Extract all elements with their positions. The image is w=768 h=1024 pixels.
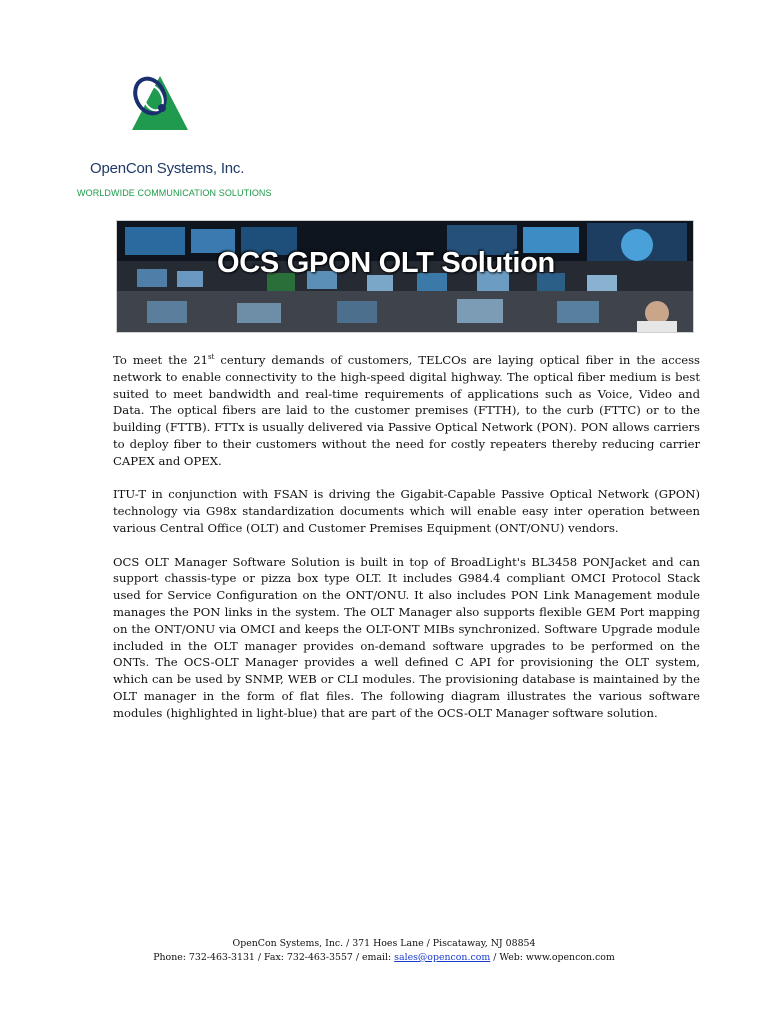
company-tagline: WORLDWIDE COMMUNICATION SOLUTIONS <box>77 188 272 198</box>
paragraph-itu: ITU-T in conjunction with FSAN is driving the Gigabit-Capable Passive Optical Network (GPON) technology via G98x standardization documents which will enable easy inter operation between various Central Office (OLT) and Customer Premises Equipment (ONT/ONU) vendors. <box>113 487 700 535</box>
banner-title: OCS GPON OLT Solution <box>217 247 555 279</box>
footer-address: OpenCon Systems, Inc. / 371 Hoes Lane / Piscataway, NJ 08854 <box>232 938 536 949</box>
email-link[interactable]: sales@opencon.com <box>394 952 491 963</box>
paragraph-olt-manager: OCS OLT Manager Software Solution is built in top of BroadLight's BL3458 PONJacket and can support chassis-type or pizza box type OLT. It includes G984.4 compliant OMCI Protocol Stack used for Service Configuration on the ONT/ONU. It also includes PON Link Management module manages the PON links in the system. The OLT Manager also supports flexible GEM Port mapping on the ONT/ONU via OMCI and keeps the OLT-ONT MIBs synchronized. Software Upgrade module included in the OLT manager provides on-demand software upgrades to be performed on the ONTs. The OCS-OLT Manager provides a well defined C API for provisioning the OLT system, which can be used by SNMP, WEB or CLI modules. The provisioning database is maintained by the OLT manager in the form of flat files. The following diagram illustrates the various software modules (highlighted in light-blue) that are part of the OCS-OLT Manager software solution. <box>113 554 700 720</box>
footer-contact <box>0 952 768 963</box>
ordinal-suffix: st <box>207 353 215 362</box>
paragraph-intro-rest: century demands of customers, TELCOs are laying optical fiber in the access network to enable connectivity to the high-speed digital highway. The optical fiber medium is best suited to meet bandwidth and real-time requirements of applications such as Voice, Video and Data. The optical fibers are laid to the customer premises (FTTH), to the curb (FTTC) or to the building (FTTB). FTTx is usually delivered via Passive Optical Network (PON). PON allows carriers to deploy fiber to their customers without the need for costly repeaters thereby reducing carrier CAPEX and OPEX. <box>113 353 700 468</box>
company-logo-icon <box>128 72 190 134</box>
footer-web: / Web: www.opencon.com <box>490 952 615 963</box>
body-text <box>113 352 700 738</box>
banner-image <box>116 220 694 333</box>
footer-phone-fax: Phone: 732-463-3131 / Fax: 732-463-3557 / email: <box>153 952 395 963</box>
paragraph-intro <box>113 352 700 470</box>
company-name: OpenCon Systems, Inc. <box>90 160 245 177</box>
paragraph-intro-start: To meet the 21 <box>113 353 208 367</box>
